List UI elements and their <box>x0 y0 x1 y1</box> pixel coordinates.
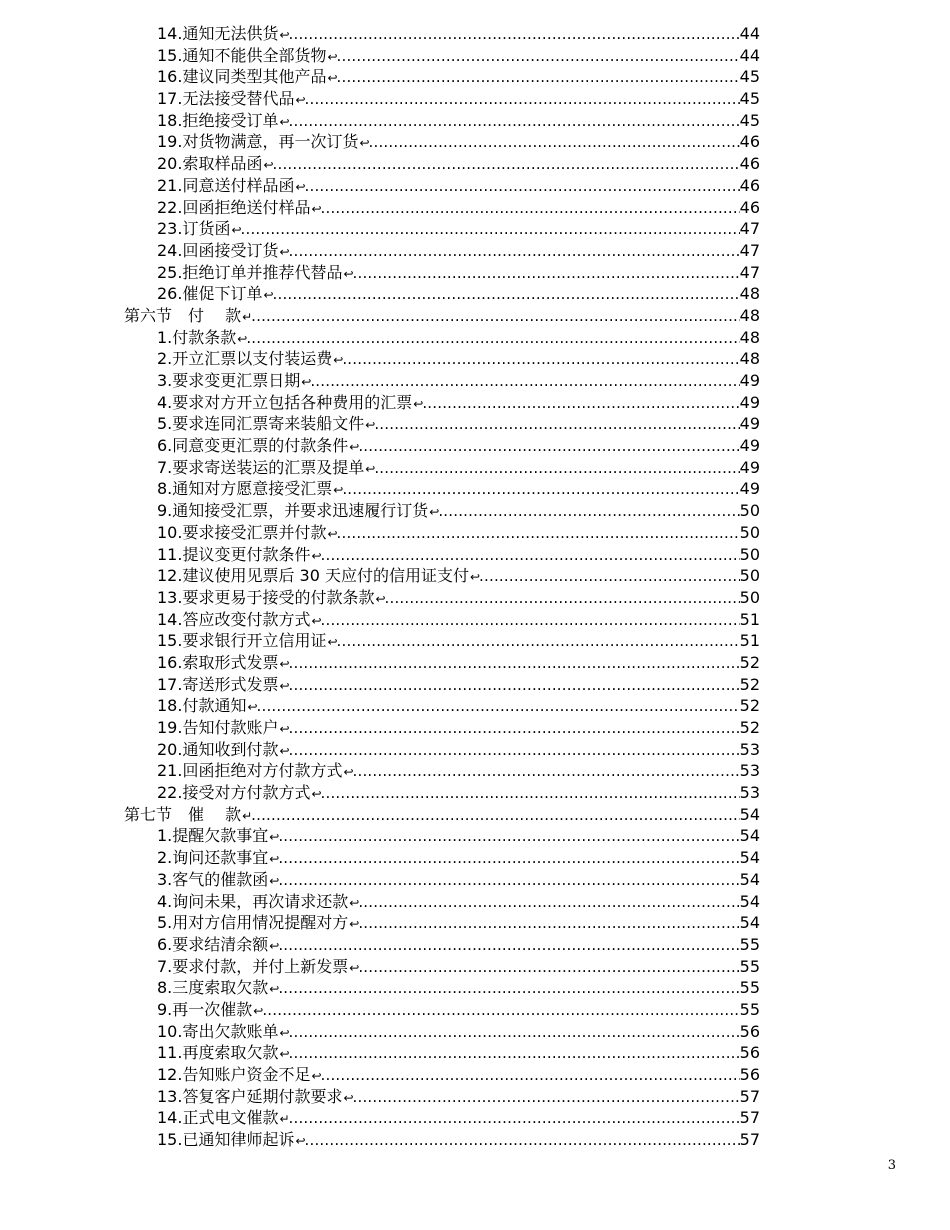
paragraph-mark-icon: ↩ <box>413 396 423 411</box>
toc-entry-title: 6.要求结清余额 <box>157 934 269 954</box>
dot-leader <box>342 349 739 371</box>
toc-entry-title: 19.对货物满意，再一次订货 <box>157 132 359 152</box>
paragraph-mark-icon: ↵ <box>242 808 252 823</box>
toc-page-number: 47 <box>739 262 760 282</box>
toc-entry-title: 第六节 付 款 <box>124 305 242 325</box>
toc-entry-title: 7.要求寄送装运的汇票及提单 <box>157 457 365 477</box>
toc-page-number: 55 <box>739 934 760 954</box>
toc-entry[interactable] <box>157 1107 760 1129</box>
toc-entry[interactable] <box>157 392 760 414</box>
toc-page-number: 49 <box>739 371 760 390</box>
toc-page-number: 53 <box>739 783 760 803</box>
paragraph-mark-icon: ↩ <box>333 353 343 368</box>
dot-leader <box>422 393 739 415</box>
dot-leader <box>278 826 739 848</box>
toc-entry[interactable] <box>157 45 760 67</box>
dot-leader <box>353 761 740 783</box>
toc-page-number: 55 <box>739 999 760 1019</box>
paragraph-mark-icon: ↩ <box>237 331 247 346</box>
dot-leader <box>321 198 740 220</box>
toc-entry[interactable] <box>157 717 760 739</box>
dot-leader <box>321 1065 740 1087</box>
dot-leader <box>321 783 740 805</box>
toc-page-number: 56 <box>739 1021 760 1041</box>
paragraph-mark-icon: ↩ <box>343 1090 353 1105</box>
toc-entry[interactable] <box>157 522 760 544</box>
paragraph-mark-icon: ↩ <box>327 635 337 650</box>
toc-entry-title: 1.付款条款 <box>157 327 237 347</box>
toc-entry[interactable] <box>157 197 760 219</box>
toc-entry-title: 2.询问还款事宜 <box>157 848 269 868</box>
dot-leader <box>273 284 740 306</box>
paragraph-mark-icon: ↩ <box>295 179 305 194</box>
toc-page-number: 46 <box>739 132 760 152</box>
toc-entry[interactable] <box>157 327 760 349</box>
dot-leader <box>337 631 740 653</box>
toc-entry-title: 21.回函拒绝对方付款方式 <box>157 761 343 781</box>
dot-leader <box>241 219 740 241</box>
toc-entry[interactable] <box>157 1042 760 1064</box>
toc-page-number: 45 <box>739 89 760 109</box>
dot-leader <box>289 111 740 133</box>
paragraph-mark-icon: ↩ <box>359 136 369 151</box>
dot-leader <box>246 328 739 350</box>
paragraph-mark-icon: ↩ <box>375 591 385 606</box>
toc-entry[interactable] <box>157 934 760 956</box>
dot-leader <box>289 653 740 675</box>
dot-leader <box>251 306 739 328</box>
dot-leader <box>342 479 739 501</box>
paragraph-mark-icon: ↩ <box>311 1069 321 1083</box>
paragraph-mark-icon: ↩ <box>343 266 353 281</box>
toc-entry-title: 13.答复客户延期付款要求 <box>157 1086 343 1106</box>
toc-page-number: 53 <box>739 761 760 781</box>
toc-entry-title: 24.回函接受订货 <box>157 240 279 260</box>
toc-entry-title: 17.寄送形式发票 <box>157 674 279 694</box>
dot-leader <box>358 892 739 914</box>
toc-entry-title: 4.询问未果，再次请求还款 <box>157 891 349 911</box>
toc-entry[interactable] <box>157 674 760 696</box>
toc-page-number: 46 <box>739 175 760 195</box>
paragraph-mark-icon: ↩ <box>269 873 279 888</box>
toc-page-number: 52 <box>739 652 760 672</box>
toc-entry[interactable] <box>157 652 760 674</box>
toc-entry-title: 22.回函拒绝送付样品 <box>157 197 311 217</box>
toc-page-number: 51 <box>739 631 760 651</box>
dot-leader <box>289 740 740 762</box>
toc-entry-title: 5.要求连同汇票寄来装船文件 <box>157 414 365 434</box>
toc-entry[interactable] <box>157 110 760 132</box>
toc-page-number: 50 <box>739 566 760 586</box>
dot-leader <box>289 675 740 697</box>
dot-leader <box>321 610 740 632</box>
toc-entry-title: 14.通知无法供货 <box>157 24 279 43</box>
dot-leader <box>337 46 740 68</box>
paragraph-mark-icon: ↩ <box>269 852 279 867</box>
toc-page-number: 57 <box>739 1086 760 1106</box>
dot-leader <box>289 1108 740 1130</box>
toc-entry[interactable] <box>157 23 760 45</box>
dot-leader <box>374 414 739 436</box>
toc-page-number: 47 <box>739 219 760 239</box>
paragraph-mark-icon: ↩ <box>279 1025 289 1040</box>
toc-entry-title: 11.提议变更付款条件 <box>157 544 311 564</box>
paragraph-mark-icon: ↩ <box>311 201 321 216</box>
toc-entry[interactable] <box>157 825 760 847</box>
toc-entry-title: 4.要求对方开立包括各种费用的汇票 <box>157 392 413 412</box>
toc-entry[interactable] <box>157 1129 760 1151</box>
toc-entry[interactable] <box>157 630 760 652</box>
dot-leader <box>278 935 739 957</box>
dot-leader <box>289 241 740 263</box>
toc-entry-title: 18.拒绝接受订单 <box>157 110 279 130</box>
paragraph-mark-icon: ↩ <box>365 461 375 476</box>
toc-page-number: 54 <box>739 891 760 911</box>
paragraph-mark-icon: ↩ <box>295 1134 305 1149</box>
toc-section-entry[interactable] <box>124 305 760 327</box>
toc-entry[interactable] <box>157 88 760 110</box>
toc-entry-title: 22.接受对方付款方式 <box>157 783 311 803</box>
toc-entry-title: 12.告知账户资金不足 <box>157 1065 311 1084</box>
dot-leader <box>289 1022 740 1044</box>
toc-entry[interactable] <box>157 977 760 999</box>
toc-page-number: 44 <box>739 45 760 65</box>
toc-entry-title: 9.再一次催款 <box>157 999 253 1019</box>
table-of-contents <box>0 23 950 1151</box>
paragraph-mark-icon: ↩ <box>231 223 241 238</box>
dot-leader <box>251 805 739 827</box>
paragraph-mark-icon: ↩ <box>279 722 289 736</box>
dot-leader <box>337 67 740 89</box>
toc-page-number: 54 <box>739 804 760 824</box>
toc-entry-title: 1.提醒欠款事宜 <box>157 826 269 846</box>
toc-entry[interactable] <box>157 175 760 197</box>
toc-entry-title: 15.通知不能供全部货物 <box>157 45 327 65</box>
toc-entry-title: 25.拒绝订单并推荐代替品 <box>157 262 343 282</box>
toc-page-number: 46 <box>739 154 760 174</box>
toc-entry-title: 3.客气的催款函 <box>157 869 269 889</box>
paragraph-mark-icon: ↩ <box>269 938 279 953</box>
paragraph-mark-icon: ↩ <box>333 483 343 498</box>
dot-leader <box>321 545 740 567</box>
dot-leader <box>273 154 740 176</box>
paragraph-mark-icon: ↩ <box>327 49 337 64</box>
paragraph-mark-icon: ↩ <box>295 93 305 108</box>
toc-entry[interactable] <box>157 348 760 370</box>
toc-entry-title: 16.索取形式发票 <box>157 652 279 672</box>
toc-page-number: 44 <box>739 24 760 43</box>
dot-leader <box>289 1043 740 1065</box>
toc-entry[interactable] <box>157 240 760 262</box>
dot-leader <box>358 913 739 935</box>
toc-entry-title: 8.通知对方愿意接受汇票 <box>157 479 333 499</box>
toc-page-number: 52 <box>739 674 760 694</box>
toc-entry-title: 3.要求变更汇票日期 <box>157 371 301 390</box>
toc-entry[interactable] <box>157 262 760 284</box>
toc-entry-title: 9.通知接受汇票，并要求迅速履行订货 <box>157 501 429 521</box>
dot-leader <box>369 132 740 154</box>
paragraph-mark-icon: ↩ <box>279 244 289 259</box>
paragraph-mark-icon: ↩ <box>263 288 273 303</box>
dot-leader <box>305 1130 740 1152</box>
toc-entry[interactable] <box>157 891 760 913</box>
toc-entry-title: 18.付款通知 <box>157 696 247 716</box>
dot-leader <box>438 501 739 523</box>
toc-page-number: 56 <box>739 1043 760 1063</box>
toc-page-number: 45 <box>739 110 760 130</box>
toc-page-number: 54 <box>739 913 760 933</box>
toc-entry-title: 10.寄出欠款账单 <box>157 1021 279 1041</box>
toc-entry[interactable] <box>157 847 760 869</box>
page-number: 3 <box>887 1158 896 1173</box>
dot-leader <box>385 588 740 610</box>
toc-entry[interactable] <box>157 500 760 522</box>
paragraph-mark-icon: ↩ <box>469 570 480 585</box>
toc-entry-title: 14.正式电文催款 <box>157 1108 279 1128</box>
paragraph-mark-icon: ↩ <box>429 505 439 520</box>
toc-page-number: 50 <box>739 587 760 607</box>
toc-page-number: 54 <box>739 869 760 889</box>
paragraph-mark-icon: ↩ <box>349 960 359 975</box>
paragraph-mark-icon: ↵ <box>279 1112 289 1127</box>
toc-entry-title: 10.要求接受汇票并付款 <box>157 522 327 542</box>
toc-page-number: 46 <box>739 197 760 217</box>
dot-leader <box>257 696 740 718</box>
paragraph-mark-icon: ↩ <box>311 787 321 802</box>
dot-leader <box>278 848 739 870</box>
toc-entry-title: 15.要求银行开立信用证 <box>157 631 327 651</box>
dot-leader <box>305 176 740 198</box>
toc-page-number: 48 <box>739 305 760 325</box>
toc-page-number: 50 <box>739 501 760 521</box>
dot-leader <box>353 1087 740 1109</box>
paragraph-mark-icon: ↵ <box>242 309 252 324</box>
toc-entry[interactable] <box>157 912 760 934</box>
dot-leader <box>358 436 739 458</box>
toc-page-number: 52 <box>739 696 760 716</box>
toc-entry[interactable] <box>157 153 760 175</box>
paragraph-mark-icon: ↩ <box>365 418 375 433</box>
toc-entry-title: 15.已通知律师起诉 <box>157 1130 295 1150</box>
toc-page-number: 55 <box>739 956 760 976</box>
toc-entry[interactable] <box>157 457 760 479</box>
paragraph-mark-icon: ↩ <box>253 1003 263 1018</box>
toc-entry[interactable] <box>157 587 760 609</box>
toc-entry[interactable] <box>157 1086 760 1108</box>
toc-entry[interactable] <box>157 478 760 500</box>
paragraph-mark-icon: ↩ <box>279 743 289 758</box>
toc-entry[interactable] <box>157 283 760 305</box>
dot-leader <box>278 870 739 892</box>
toc-entry[interactable] <box>157 544 760 566</box>
toc-entry[interactable] <box>157 695 760 717</box>
toc-page-number: 57 <box>739 1108 760 1128</box>
toc-page-number: 50 <box>739 522 760 542</box>
paragraph-mark-icon: ↩ <box>269 982 279 997</box>
toc-entry[interactable] <box>157 218 760 240</box>
toc-entry[interactable] <box>157 999 760 1021</box>
toc-entry-title: 23.订货函 <box>157 219 231 239</box>
toc-entry[interactable] <box>157 565 760 587</box>
dot-leader <box>374 458 739 480</box>
dot-leader <box>358 957 739 979</box>
toc-page-number: 48 <box>739 349 760 369</box>
dot-leader <box>289 718 740 740</box>
toc-page-number: 54 <box>739 826 760 846</box>
toc-entry-title: 6.同意变更汇票的付款条件 <box>157 436 349 456</box>
dot-leader <box>337 523 740 545</box>
toc-page-number: 52 <box>739 718 760 737</box>
toc-page-number: 49 <box>739 436 760 456</box>
toc-entry[interactable] <box>157 1021 760 1043</box>
toc-page-number: 48 <box>739 327 760 347</box>
paragraph-mark-icon: ↩ <box>279 678 289 693</box>
paragraph-mark-icon: ↩ <box>301 375 311 389</box>
toc-entry-title: 14.答应改变付款方式 <box>157 609 311 629</box>
toc-entry-title: 5.用对方信用情况提醒对方 <box>157 913 349 933</box>
toc-entry-title: 20.通知收到付款 <box>157 739 279 759</box>
paragraph-mark-icon: ↩ <box>279 114 289 129</box>
toc-entry-title: 7.要求付款，并付上新发票 <box>157 956 349 976</box>
toc-entry[interactable] <box>157 435 760 457</box>
toc-entry-title: 第七节 催 款 <box>124 804 242 824</box>
toc-entry-title: 26.催促下订单 <box>157 284 263 304</box>
toc-section-entry[interactable] <box>124 804 760 826</box>
toc-page-number: 45 <box>739 67 760 87</box>
paragraph-mark-icon: ↩ <box>327 526 337 541</box>
paragraph-mark-icon: ↩ <box>311 548 321 563</box>
paragraph-mark-icon: ↩ <box>247 700 257 715</box>
dot-leader <box>289 24 740 46</box>
dot-leader <box>353 263 740 285</box>
toc-entry[interactable] <box>157 413 760 435</box>
toc-entry[interactable] <box>157 782 760 804</box>
paragraph-mark-icon: ↩ <box>279 656 289 671</box>
dot-leader <box>479 566 740 588</box>
paragraph-mark-icon: ↩ <box>279 28 289 42</box>
toc-page-number: 57 <box>739 1130 760 1150</box>
toc-page-number: 56 <box>739 1065 760 1084</box>
toc-page-number: 55 <box>739 978 760 998</box>
toc-page-number: 49 <box>739 457 760 477</box>
toc-entry-title: 16.建议同类型其他产品 <box>157 67 327 87</box>
toc-entry[interactable] <box>157 370 760 392</box>
toc-page-number: 54 <box>739 848 760 868</box>
toc-entry-title: 12.建议使用见票后 30 天应付的信用证支付 <box>157 566 469 586</box>
toc-page-number: 50 <box>739 544 760 564</box>
paragraph-mark-icon: ↩ <box>343 765 353 780</box>
toc-entry-title: 17.无法接受替代品 <box>157 89 295 109</box>
paragraph-mark-icon: ↩ <box>349 440 359 455</box>
toc-entry-title: 21.同意送付样品函 <box>157 175 295 195</box>
toc-entry-title: 20.索取样品函 <box>157 154 263 174</box>
toc-page-number: 48 <box>739 284 760 304</box>
toc-entry[interactable] <box>157 1064 760 1086</box>
toc-page-number: 53 <box>739 739 760 759</box>
toc-entry-title: 2.开立汇票以支付装运费 <box>157 349 333 369</box>
toc-entry[interactable] <box>157 739 760 761</box>
toc-entry-title: 8.三度索取欠款 <box>157 978 269 998</box>
dot-leader <box>278 978 739 1000</box>
paragraph-mark-icon: ↩ <box>349 917 359 932</box>
toc-entry-title: 13.要求更易于接受的付款条款 <box>157 587 375 607</box>
toc-page-number: 51 <box>739 609 760 629</box>
paragraph-mark-icon: ↩ <box>311 613 321 628</box>
toc-entry-title: 11.再度索取欠款 <box>157 1043 279 1063</box>
toc-page-number: 49 <box>739 414 760 434</box>
toc-page-number: 49 <box>739 479 760 499</box>
toc-page-number: 47 <box>739 240 760 260</box>
toc-entry[interactable] <box>157 760 760 782</box>
toc-entry[interactable] <box>157 609 760 631</box>
dot-leader <box>262 1000 739 1022</box>
paragraph-mark-icon: ↩ <box>327 71 337 86</box>
toc-entry[interactable] <box>157 66 760 88</box>
dot-leader <box>305 89 740 111</box>
paragraph-mark-icon: ↩ <box>349 895 359 910</box>
paragraph-mark-icon: ↩ <box>279 1047 289 1062</box>
toc-entry-title: 19.告知付款账户 <box>157 718 279 737</box>
toc-entry[interactable] <box>157 131 760 153</box>
toc-entry[interactable] <box>157 956 760 978</box>
toc-page-number: 49 <box>739 392 760 412</box>
paragraph-mark-icon: ↩ <box>269 830 279 845</box>
dot-leader <box>310 371 739 393</box>
paragraph-mark-icon: ↩ <box>263 158 273 173</box>
toc-entry[interactable] <box>157 869 760 891</box>
